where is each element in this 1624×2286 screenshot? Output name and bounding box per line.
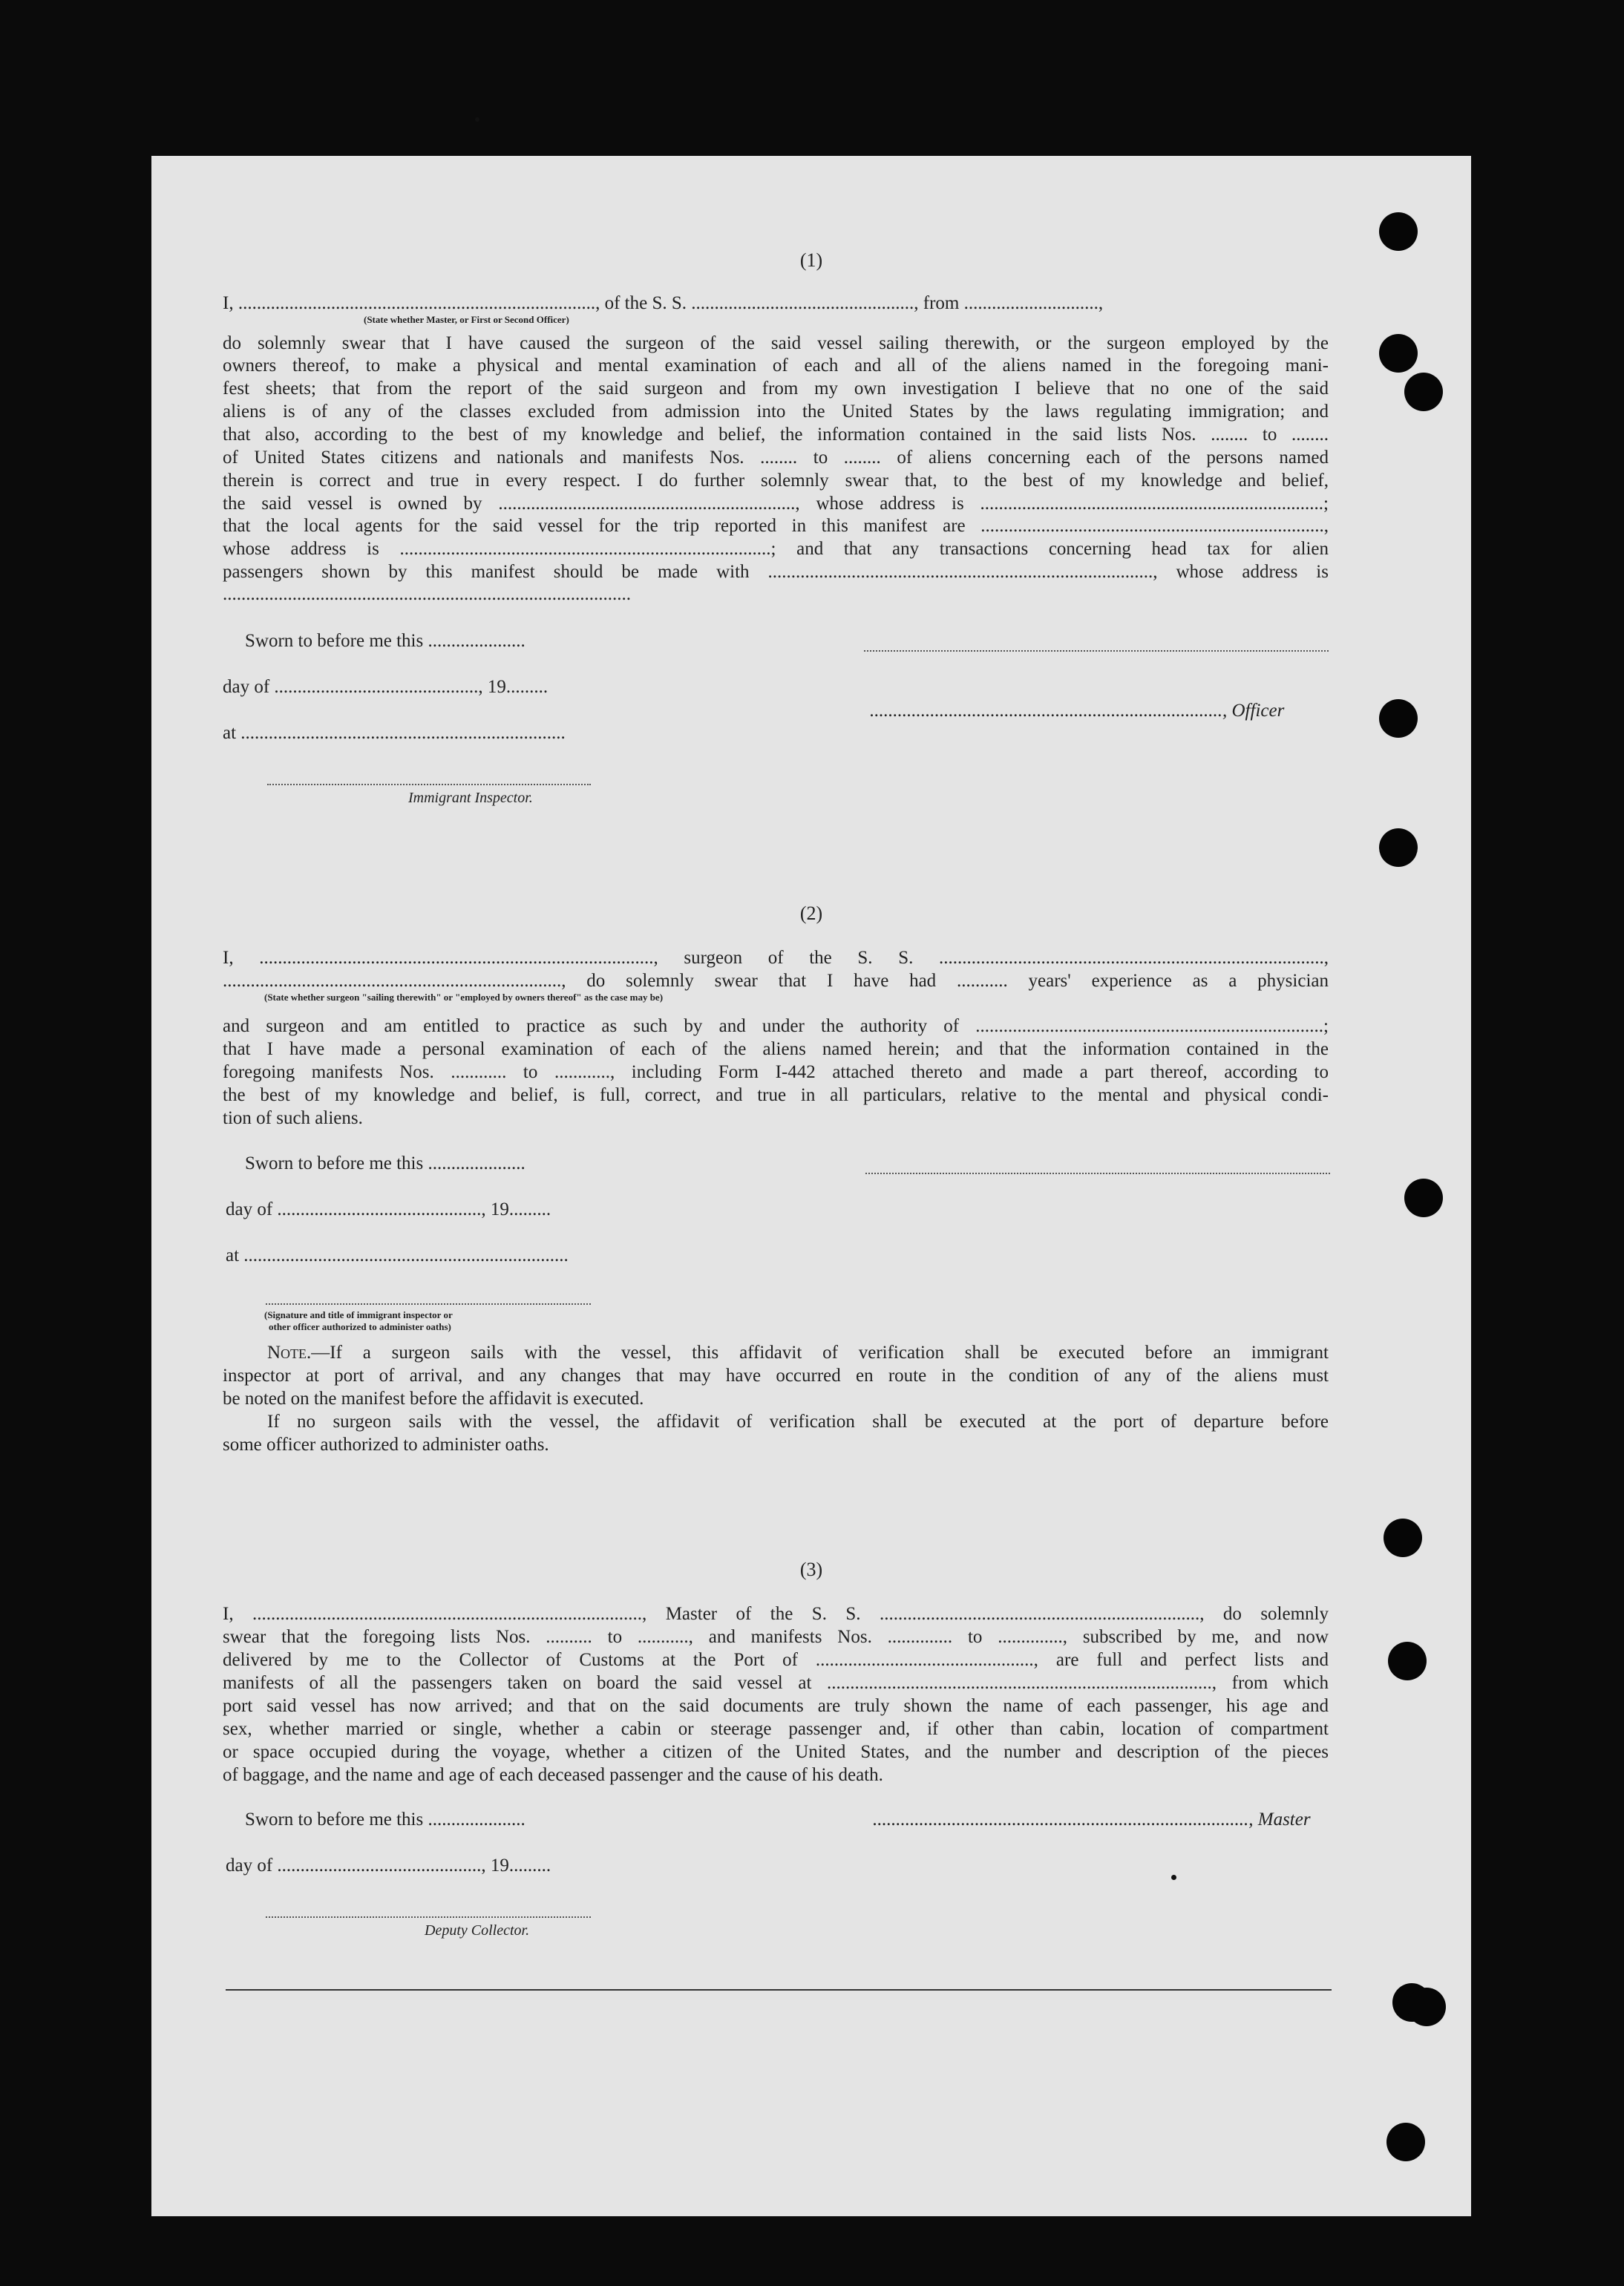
dust-speck	[475, 117, 479, 122]
dust-speck	[1171, 1875, 1176, 1880]
form-page	[151, 156, 1471, 2216]
note-line: If no surgeon sails with the vessel, the affidavit of verification shall be executed at the port of departure before	[267, 1412, 1329, 1432]
section-3-text-line: of baggage, and the name and age of each deceased passenger and the cause of his death.	[223, 1765, 883, 1785]
bottom-rule	[226, 1989, 1332, 1991]
section-2-at: at ......................................................................	[226, 1245, 569, 1265]
punch-hole	[1404, 1179, 1443, 1217]
section-2-text-line: that I have made a personal examination of each of the aliens named herein; and that the information contained in the	[223, 1039, 1329, 1059]
section-1-at: at ......................................................................	[223, 723, 566, 743]
officer-signature: ............................................................................, Officer	[870, 701, 1285, 721]
section-3-text-line: or space occupied during the voyage, whether a citizen of the United States, and the number and description of the pieces	[223, 1742, 1329, 1762]
section-2-surgeon-hint: (State whether surgeon "sailing therewith" or "employed by owners thereof" as the case may be)	[264, 992, 664, 1003]
note-line: inspector at port of arrival, and any changes that may have occurred en route in the condition of any of the aliens must	[223, 1366, 1329, 1386]
section-1-text-line: aliens is of any of the classes excluded from admission into the United States by the laws regulating immigration; and	[223, 402, 1329, 422]
section-2-text-line: the best of my knowledge and belief, is full, correct, and true in all particulars, relative to the mental and physical condi-	[223, 1085, 1329, 1105]
section-1-text-line: do solemnly swear that I have caused the surgeon of the said vessel sailing therewith, or the surgeon employed by the	[223, 333, 1329, 353]
section-1-text-line: fest sheets; that from the report of the said surgeon and from my own investigation I believe that no one of the said	[223, 379, 1329, 399]
section-1-text-line: owners thereof, to make a physical and mental examination of each and all of the aliens named in the foregoing mani-	[223, 356, 1329, 376]
section-1-text-line: ........................................................................................	[223, 584, 631, 604]
section-1-text-line: the said vessel is owned by ................................................................, whose address is ..........................................................................;	[223, 494, 1329, 514]
section-3-number: (3)	[799, 1559, 823, 1580]
section-3-day: day of ............................................, 19.........	[226, 1856, 551, 1876]
section-1-sworn: Sworn to before me this .....................	[245, 631, 525, 651]
punch-hole	[1404, 373, 1443, 411]
immigrant-inspector-label: Immigrant Inspector.	[408, 790, 533, 806]
section-3-text-line: I, ...................................................................................., Master of the S. S. ....................................................................., do solemnly	[223, 1604, 1329, 1624]
punch-hole	[1407, 1988, 1446, 2026]
section-3-sworn: Sworn to before me this .....................	[245, 1810, 525, 1830]
section-1-day: day of ............................................, 19.........	[223, 677, 549, 697]
section-2-text-line: foregoing manifests Nos. ............ to ............, including Form I-442 attached thereto and made a part thereof, according to	[223, 1062, 1329, 1082]
section-2-day: day of ............................................, 19.........	[226, 1199, 551, 1219]
punch-hole	[1384, 1519, 1422, 1557]
section-1-text-line: of United States citizens and nationals and manifests Nos. ........ to ........ of aliens concerning each of the persons named	[223, 448, 1329, 468]
section-3-text-line: swear that the foregoing lists Nos. .......... to ..........., and manifests Nos. .............. to .............., subscribed by me, and now	[223, 1627, 1329, 1647]
signature-line	[865, 1173, 1330, 1174]
section-3-text-line: manifests of all the passengers taken on board the said vessel at ..................................................................................., from which	[223, 1673, 1329, 1693]
punch-hole	[1379, 212, 1418, 251]
section-2-number: (2)	[799, 903, 823, 924]
section-2-text-line: tion of such aliens.	[223, 1108, 363, 1128]
section-1-text-line: passengers shown by this manifest should be made with ..................................................................................., whose address is	[223, 562, 1329, 582]
section-1-text-line: that also, according to the best of my knowledge and belief, the information contained in the said lists Nos. ........ to ........	[223, 425, 1329, 445]
section-1-line-1: I, ............................................................................., of the S. S. ................................................, from .............................,	[223, 293, 1104, 313]
section-2-line-2: ........................................................................., do solemnly swear that I have had ........... years' experience as a physician	[223, 971, 1329, 991]
inspector-line	[267, 784, 591, 785]
signature-title-line	[266, 1303, 591, 1305]
section-3-text-line: delivered by me to the Collector of Customs at the Port of ..............................................., are full and perfect lists and	[223, 1650, 1329, 1670]
master-signature: ................................................................................., Master	[873, 1810, 1311, 1830]
note-line: Note.—If a surgeon sails with the vessel, this affidavit of verification shall be executed before an immigrant	[267, 1343, 1329, 1363]
punch-hole	[1379, 334, 1418, 373]
note-line: some officer authorized to administer oaths.	[223, 1435, 549, 1455]
signature-line	[864, 650, 1329, 652]
signature-title-hint: other officer authorized to administer oaths)	[269, 1321, 451, 1332]
punch-hole	[1379, 699, 1418, 738]
section-1-officer-hint: (State whether Master, or First or Second Officer)	[364, 314, 569, 325]
collector-line	[266, 1916, 591, 1918]
section-2-text-line: and surgeon and am entitled to practice as such by and under the authority of ...........................................................................;	[223, 1016, 1329, 1036]
section-1-text-line: whose address is ................................................................................; and that any transactions concerning head tax for alien	[223, 539, 1329, 559]
punch-hole	[1388, 1642, 1427, 1680]
section-2-line-1: I, ....................................................................................., surgeon of the S. S. ...................................................................................,	[223, 948, 1329, 968]
section-3-text-line: port said vessel has now arrived; and that on the said documents are truly shown the name of each passenger, his age and	[223, 1696, 1329, 1716]
punch-hole	[1379, 828, 1418, 867]
note-line: be noted on the manifest before the affidavit is executed.	[223, 1389, 644, 1409]
section-1-text-line: that the local agents for the said vessel for the trip reported in this manifest are ..........................................................................,	[223, 516, 1329, 536]
section-1-text-line: therein is correct and true in every respect. I do further solemnly swear that, to the best of my knowledge and belief,	[223, 471, 1329, 491]
section-1-number: (1)	[799, 249, 823, 271]
section-3-text-line: sex, whether married or single, whether a cabin or steerage passenger and, if other than cabin, location of compartment	[223, 1719, 1329, 1739]
section-2-sworn: Sworn to before me this .....................	[245, 1153, 525, 1173]
deputy-collector-label: Deputy Collector.	[425, 1922, 530, 1939]
punch-hole	[1386, 2123, 1425, 2161]
signature-title-hint: (Signature and title of immigrant inspector or	[264, 1309, 453, 1320]
